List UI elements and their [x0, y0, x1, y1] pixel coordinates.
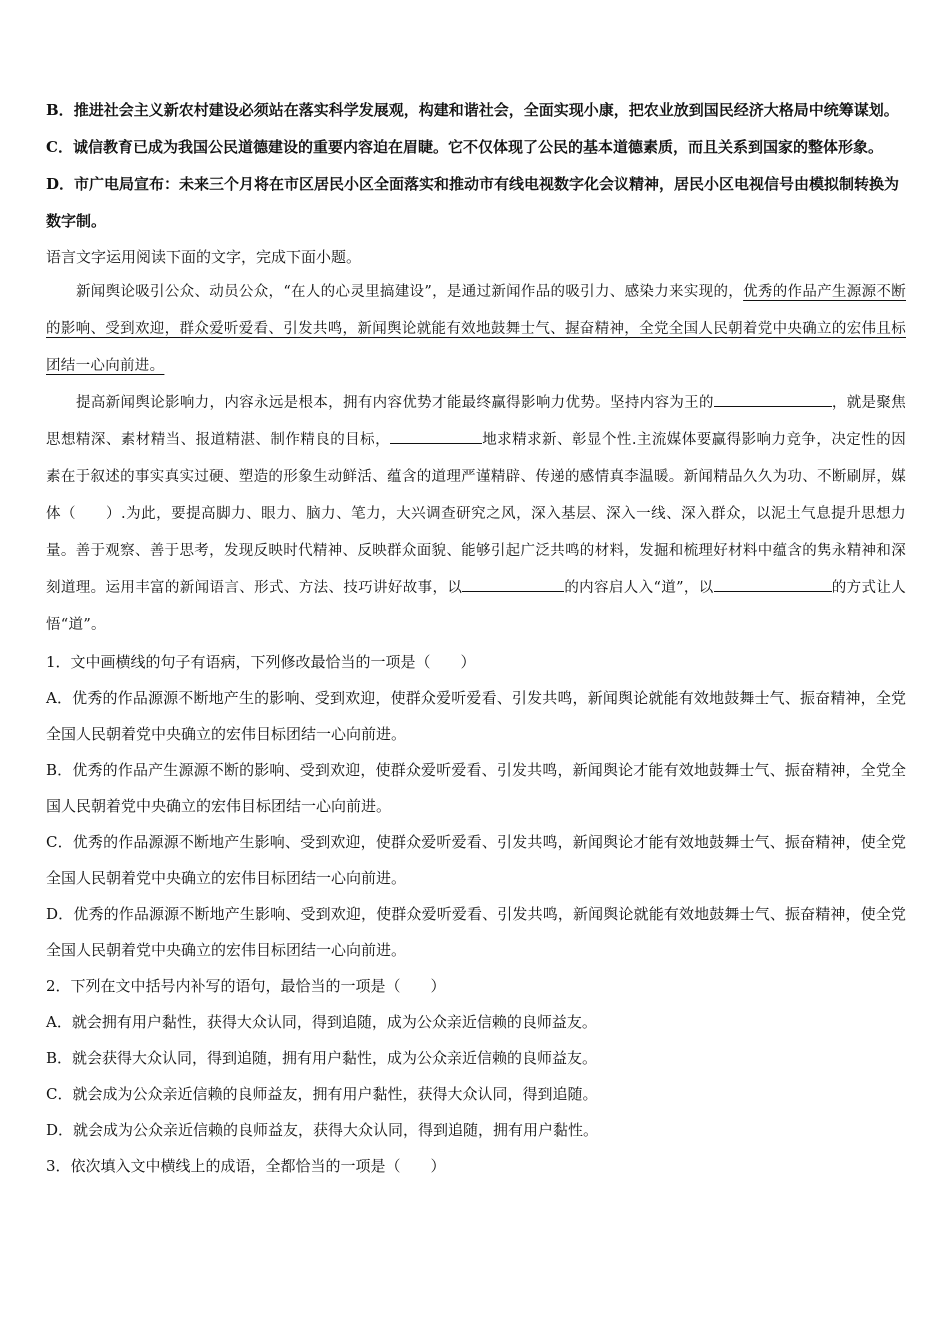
option-b-top [46, 92, 906, 129]
question-1-option-c: C．优秀的作品源源不断地产生影响、受到欢迎，使群众爱听爱看、引发共鸣，新闻舆论才能有效地鼓舞士气、振奋精神，使全党全国人民朝着党中央确立的宏伟目标团结一心向前进。 [46, 833, 906, 887]
option-c-top [46, 129, 906, 166]
question-1-option-d: D．优秀的作品源源不断地产生影响、受到欢迎，使群众爱听爱看、引发共鸣，新闻舆论就能有效地鼓舞士气、振奋精神，使全党全国人民朝着党中央确立的宏伟目标团结一心向前进。 [46, 905, 906, 959]
question-1-stem: 1．文中画横线的句子有语病，下列修改最恰当的一项是（ ） [46, 653, 476, 671]
question-1-option-a: A．优秀的作品源源不断地产生的影响、受到欢迎，使群众爱听爱看、引发共鸣，新闻舆论就能有效地鼓舞士气、振奋精神，全党全国人民朝着党中央确立的宏伟目标团结一心向前进。 [46, 689, 906, 743]
fill-blank-1 [714, 390, 818, 407]
option-text: 推进社会主义新农村建设必须站在落实科学发展观，构建和谐社会，全面实现小康，把农业放到国民经济大格局中统筹谋划。 [73, 101, 899, 119]
question-2-stem: 2．下列在文中括号内补写的语句，最恰当的一项是（ ） [46, 977, 446, 995]
document-page [46, 92, 906, 1184]
fill-blank-3 [462, 575, 564, 592]
fill-blank-2 [390, 427, 482, 444]
passage-paragraph-1 [46, 274, 906, 385]
passage-text: 地求精求新、彰显个性.主流媒体要赢得影响力竞争，决定性的因素在于叙述的事实真实过硬、塑造的形象生动鲜活、蕴含的道理严谨精辟、传递的感情真李温暖。新闻精品久久为功、不断刷屏，媒体（ ）.为此，要提高脚力、眼力、脑力、笔力，大兴调查研究之风，深入基层、深入一线、深入群众，以泥土气息提升思想力量。善于观察、善于思考，发现反映时代精神、反映群众面貌、能够引起广泛共鸣的材料，发掘和梳理好材料中蕴含的隽永精神和深刻道理。运用丰富的新闻语言、形式、方法、技巧讲好故事，以 [46, 432, 906, 596]
option-letter: B． [46, 101, 74, 119]
passage-text: 的方式让人悟“道”。 [46, 580, 907, 633]
question-2-option-b: B．就会获得大众认同，得到追随，拥有用户黏性，成为公众亲近信赖的良师益友。 [46, 1049, 598, 1067]
option-text: 市广电局宣布：未来三个月将在市区居民小区全面落实和推动市有线电视数字化会议精神，居民小区电视信号由模拟制转换为数字制。 [46, 175, 900, 230]
option-text: 诚信教育已成为我国公民道德建设的重要内容迫在眉睫。它不仅体现了公民的基本道德素质，而且关系到国家的整体形象。 [72, 138, 883, 156]
question-2-option-a: A．就会拥有用户黏性，获得大众认同，得到追随，成为公众亲近信赖的良师益友。 [46, 1013, 597, 1031]
question-2-option-d: D．就会成为公众亲近信赖的良师益友，获得大众认同，得到追随，拥有用户黏性。 [46, 1121, 599, 1139]
question-2-option-c: C．就会成为公众亲近信赖的良师益友，拥有用户黏性，获得大众认同，得到追随。 [46, 1085, 598, 1103]
underlined-sentence: 优秀的作品产生源源不断的影响、受到欢迎，群众爱听爱看、引发共鸣，新闻舆论就能有效地鼓舞士气、握奋精神，全党全国人民朝着党中央确立的宏伟且标团结一心向前进。 [46, 284, 906, 374]
option-letter: D． [46, 175, 75, 193]
passage-text: 新闻舆论吸引公众、动员公众，“在人的心灵里搞建设”，是通过新闻作品的吸引力、感染力来实现的， [76, 284, 744, 300]
passage-text: 提高新闻舆论影响力，内容永远是根本，拥有内容优势才能最终赢得影响力优势。坚持内容为王的 [76, 395, 714, 411]
passage-paragraph-2 [46, 385, 906, 644]
passage-text: 的内容启人入“道”，以 [564, 580, 714, 596]
fill-blank-4 [714, 575, 832, 592]
reading-intro: 语言文字运用阅读下面的文字，完成下面小题。 [46, 248, 362, 266]
passage-text: ，就是聚焦思想精深、素材精当、报道精湛、制作精良的目标， [46, 395, 906, 448]
question-1-option-b: B．优秀的作品产生源源不断的影响、受到欢迎，使群众爱听爱看、引发共鸣，新闻舆论才能有效地鼓舞士气、振奋精神，全党全国人民朝着党中央确立的宏伟目标团结一心向前进。 [46, 761, 906, 815]
option-d-top [46, 166, 906, 240]
fill-blank-1-tail [818, 390, 832, 407]
option-letter: C． [46, 138, 73, 156]
question-3-stem: 3．依次填入文中横线上的成语，全都恰当的一项是（ ） [46, 1157, 446, 1175]
